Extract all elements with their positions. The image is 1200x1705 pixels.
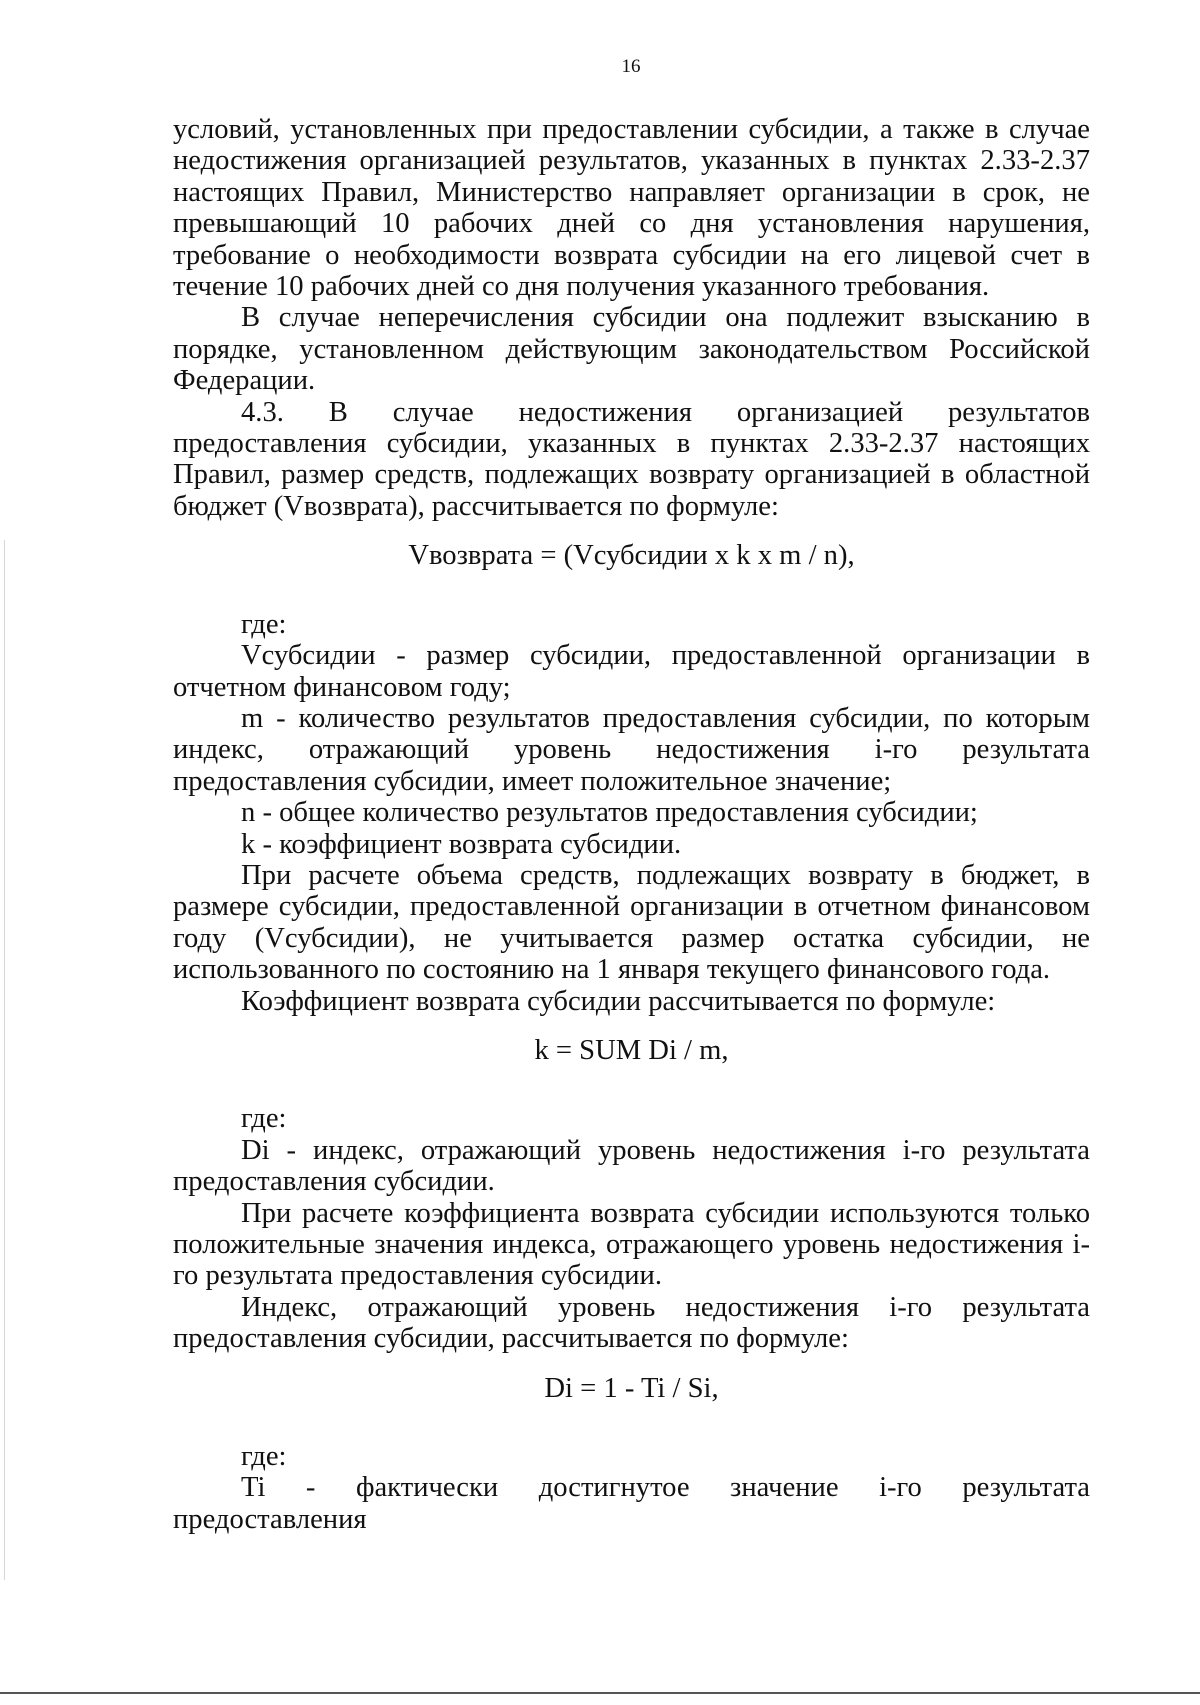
definition-ti: Ti - фактически достигнутое значение i-го результата предоставления [173, 1472, 1090, 1535]
scan-margin-line [4, 540, 5, 1580]
definition-di: Di - индекс, отражающий уровень недостижения i-го результата предоставления субсидии. [173, 1134, 1090, 1198]
paragraph: В случае неперечисления субсидии она подлежит взысканию в порядке, установленном действующим законодательством Российской Федерации. [173, 302, 1090, 397]
paragraph: Индекс, отражающий уровень недостижения i-го результата предоставления субсидии, рассчитывается по формуле: [173, 1291, 1090, 1355]
where-label: где: [241, 1103, 287, 1135]
formula-k: k = SUM Di / m, [534, 1034, 729, 1066]
page-number: 16 [621, 56, 641, 77]
paragraph-section-4-3: 4.3. В случае недостижения организацией результатов предоставления субсидии, указанных в пунктах 2.33-2.37 настоящих Правил, размер средств, подлежащих возврату организацией в областной бюджет (Vвозврата), рассчитывается по формуле: [173, 396, 1090, 522]
formula-di: Di = 1 - Ti / Si, [544, 1372, 719, 1404]
where-label: где: [241, 1441, 287, 1473]
definition-k: k - коэффициент возврата субсидии. [241, 828, 682, 860]
definition-m: m - количество результатов предоставления субсидии, по которым индекс, отражающий уровень недостижения i-го результата предоставления субсидии, имеет положительное значение; [173, 702, 1090, 797]
document-body [173, 114, 1090, 1535]
definition-v-subsidii: Vсубсидии - размер субсидии, предоставленной организации в отчетном финансовом году; [173, 640, 1090, 703]
where-label: где: [241, 608, 287, 640]
paragraph: При расчете объема средств, подлежащих возврату в бюджет, в размере субсидии, предоставленной организации в отчетном финансовом году (Vсубсидии), не учитывается размер остатка субсидии, не использованного по состоянию на 1 января текущего финансового года. [173, 859, 1090, 986]
paragraph: Коэффициент возврата субсидии рассчитывается по формуле: [241, 985, 996, 1017]
scan-bottom-edge [0, 1692, 1200, 1694]
paragraph: условий, установленных при предоставлении субсидии, а также в случае недостижения организацией результатов, указанных в пунктах 2.33-2.37 настоящих Правил, Министерство направляет организации в срок, не превышающий 10 рабочих дней со дня установления нарушения, требование о необходимости возврата субсидии на его лицевой счет в течение 10 рабочих дней со дня получения указанного требования. [173, 114, 1090, 303]
paragraph: При расчете коэффициента возврата субсидии используются только положительные значения индекса, отражающего уровень недостижения i-го результата предоставления субсидии. [173, 1197, 1090, 1292]
definition-n: n - общее количество результатов предоставления субсидии; [241, 797, 978, 829]
formula-v-vozvrata: Vвозврата = (Vсубсидии x k x m / n), [408, 540, 855, 572]
